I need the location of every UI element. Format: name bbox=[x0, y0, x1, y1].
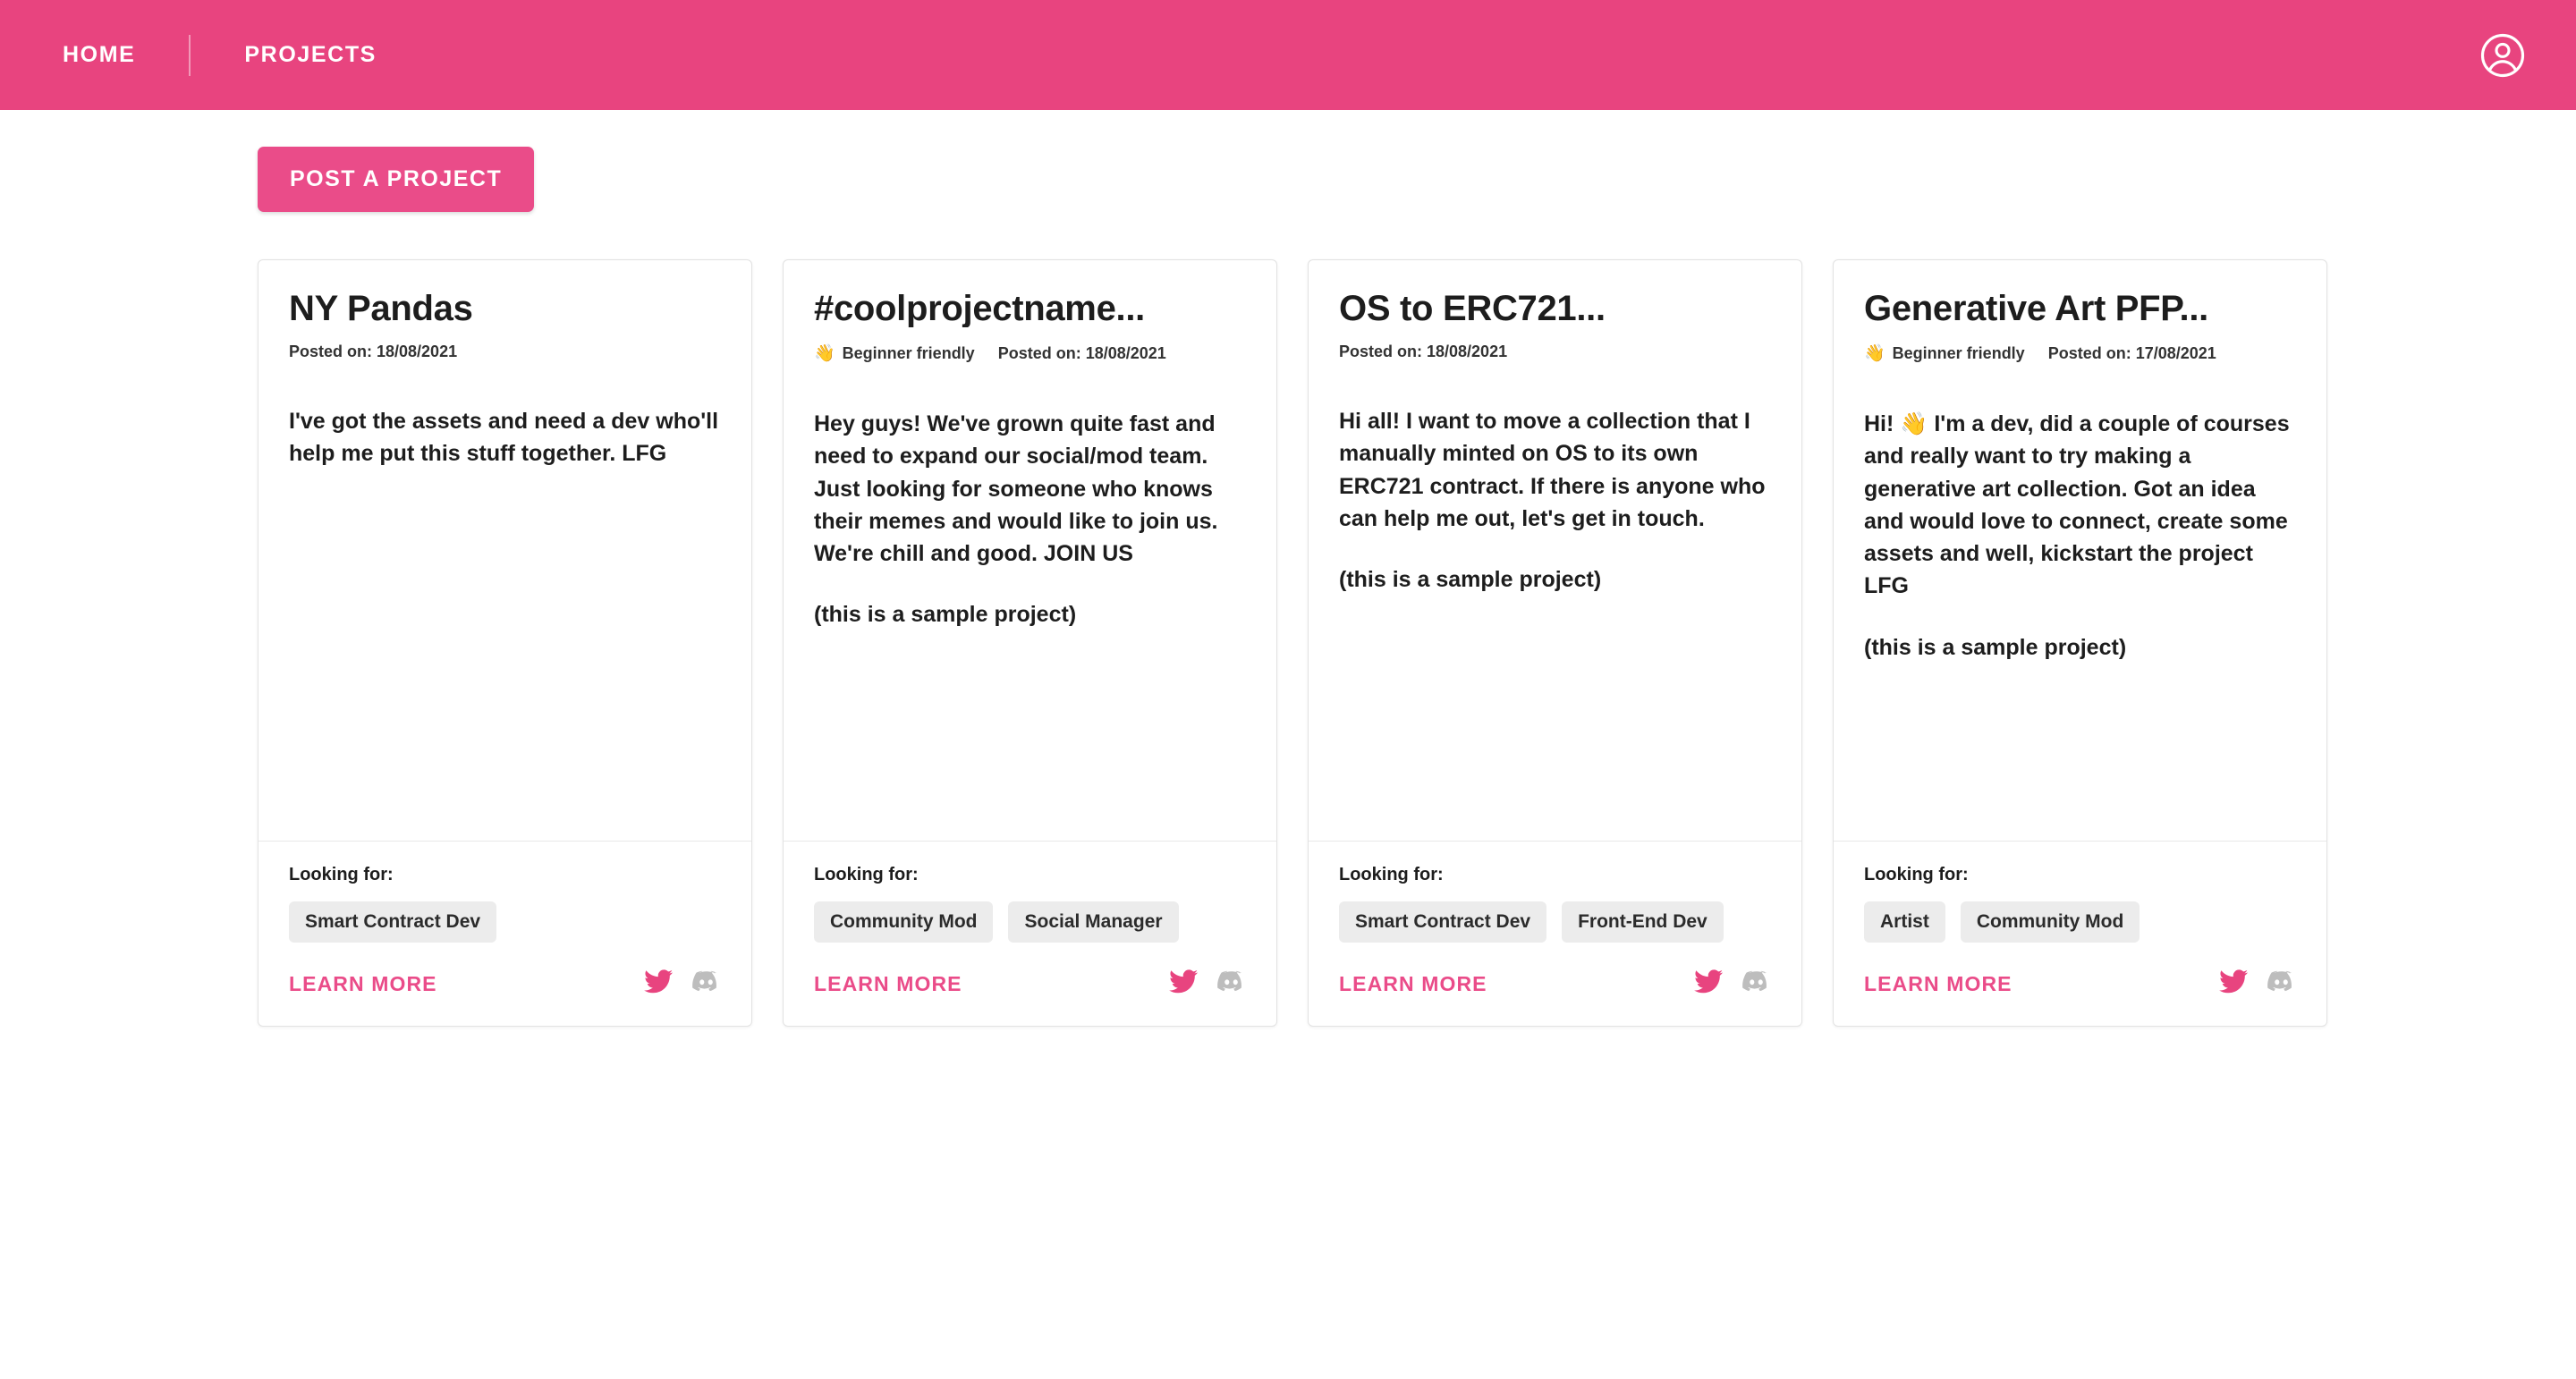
role-tag: Community Mod bbox=[1961, 901, 2140, 943]
project-card-actions bbox=[1339, 969, 1771, 998]
project-meta bbox=[289, 343, 721, 361]
wave-icon: 👋 bbox=[1864, 344, 1885, 363]
role-tags bbox=[1864, 901, 2296, 943]
project-meta bbox=[814, 343, 1246, 364]
social-links bbox=[1169, 969, 1246, 998]
project-description: Hey guys! We've grown quite fast and need to expand our social/mod team. Just looking for someone who knows their memes and would like to join us. We're chill and good. JOIN US bbox=[814, 411, 1218, 566]
project-card-body bbox=[1834, 260, 2326, 842]
project-meta bbox=[1864, 343, 2296, 364]
project-card-actions bbox=[289, 969, 721, 998]
beginner-friendly-label: Beginner friendly bbox=[1892, 343, 2025, 362]
project-card[interactable] bbox=[1308, 259, 1802, 1027]
role-tag: Social Manager bbox=[1008, 901, 1178, 943]
project-card-body bbox=[258, 260, 751, 842]
project-posted-on: Posted on: 18/08/2021 bbox=[289, 343, 458, 360]
nav-link-projects[interactable]: PROJECTS bbox=[244, 42, 377, 67]
twitter-icon[interactable] bbox=[1169, 969, 1198, 998]
project-title: NY Pandas bbox=[289, 290, 473, 327]
project-card-footer bbox=[1834, 842, 2326, 1023]
nav-links bbox=[0, 0, 430, 110]
social-links bbox=[644, 969, 721, 998]
discord-icon[interactable] bbox=[2267, 970, 2296, 997]
project-posted-on: Posted on: 18/08/2021 bbox=[997, 343, 1166, 362]
project-description: I've got the assets and need a dev who'll help me put this stuff together. LFG bbox=[289, 409, 719, 467]
project-title: OS to ERC721... bbox=[1339, 290, 1606, 327]
role-tag: Artist bbox=[1864, 901, 1945, 943]
role-tags bbox=[814, 901, 1246, 943]
project-card-actions bbox=[1864, 969, 2296, 998]
project-card[interactable] bbox=[783, 259, 1277, 1027]
role-tag: Front-End Dev bbox=[1562, 901, 1724, 943]
discord-icon[interactable] bbox=[1217, 970, 1246, 997]
project-sample-note: (this is a sample project) bbox=[1339, 567, 1602, 592]
project-card-footer bbox=[784, 842, 1276, 1023]
role-tag: Smart Contract Dev bbox=[289, 901, 496, 943]
discord-icon[interactable] bbox=[1742, 970, 1771, 997]
looking-for-label: Looking for: bbox=[289, 865, 394, 884]
project-title: #coolprojectname... bbox=[814, 290, 1145, 327]
post-project-toolbar bbox=[0, 110, 2576, 212]
project-sample-note: (this is a sample project) bbox=[1864, 634, 2127, 660]
project-card-actions bbox=[814, 969, 1246, 998]
looking-for-label: Looking for: bbox=[1339, 865, 1444, 884]
beginner-friendly-badge bbox=[1864, 343, 2025, 364]
project-sample-note: (this is a sample project) bbox=[814, 602, 1077, 628]
learn-more-link[interactable]: LEARN MORE bbox=[814, 971, 962, 995]
role-tags bbox=[289, 901, 721, 943]
nav-link-home[interactable]: HOME bbox=[63, 42, 136, 67]
looking-for-label: Looking for: bbox=[1864, 865, 1969, 884]
role-tags bbox=[1339, 901, 1771, 943]
account-circle-icon[interactable] bbox=[2479, 31, 2527, 80]
twitter-icon[interactable] bbox=[2219, 969, 2248, 998]
learn-more-link[interactable]: LEARN MORE bbox=[1339, 971, 1487, 995]
project-posted-on: Posted on: 17/08/2021 bbox=[2047, 343, 2216, 362]
top-navbar bbox=[0, 0, 2576, 110]
project-meta bbox=[1339, 343, 1771, 361]
learn-more-link[interactable]: LEARN MORE bbox=[1864, 971, 2012, 995]
discord-icon[interactable] bbox=[692, 970, 721, 997]
twitter-icon[interactable] bbox=[1694, 969, 1723, 998]
project-card[interactable] bbox=[1833, 259, 2327, 1027]
project-card[interactable] bbox=[258, 259, 752, 1027]
project-card-body bbox=[1309, 260, 1801, 842]
social-links bbox=[1694, 969, 1771, 998]
project-posted-on: Posted on: 18/08/2021 bbox=[1339, 343, 1508, 360]
beginner-friendly-label: Beginner friendly bbox=[842, 343, 975, 362]
role-tag: Smart Contract Dev bbox=[1339, 901, 1546, 943]
looking-for-label: Looking for: bbox=[814, 865, 919, 884]
role-tag: Community Mod bbox=[814, 901, 993, 943]
project-card-body bbox=[784, 260, 1276, 842]
learn-more-link[interactable]: LEARN MORE bbox=[289, 971, 437, 995]
project-description: Hi! 👋 I'm a dev, did a couple of courses and really want to try making a generative art collection. Got an idea and would love to connect, create some assets and well, kickstart the project LFG bbox=[1864, 411, 2290, 599]
project-description: Hi all! I want to move a collection that I manually minted on OS to its own ERC721 contract. If there is anyone who can help me out, let's get in touch. bbox=[1339, 409, 1766, 531]
social-links bbox=[2219, 969, 2296, 998]
post-a-project-button[interactable]: POST A PROJECT bbox=[258, 147, 534, 212]
project-card-footer bbox=[1309, 842, 1801, 1023]
beginner-friendly-badge bbox=[814, 343, 975, 364]
wave-icon: 👋 bbox=[814, 344, 835, 363]
twitter-icon[interactable] bbox=[644, 969, 673, 998]
project-card-footer bbox=[258, 842, 751, 1023]
project-title: Generative Art PFP... bbox=[1864, 290, 2208, 327]
project-cards-row bbox=[0, 212, 2576, 1027]
